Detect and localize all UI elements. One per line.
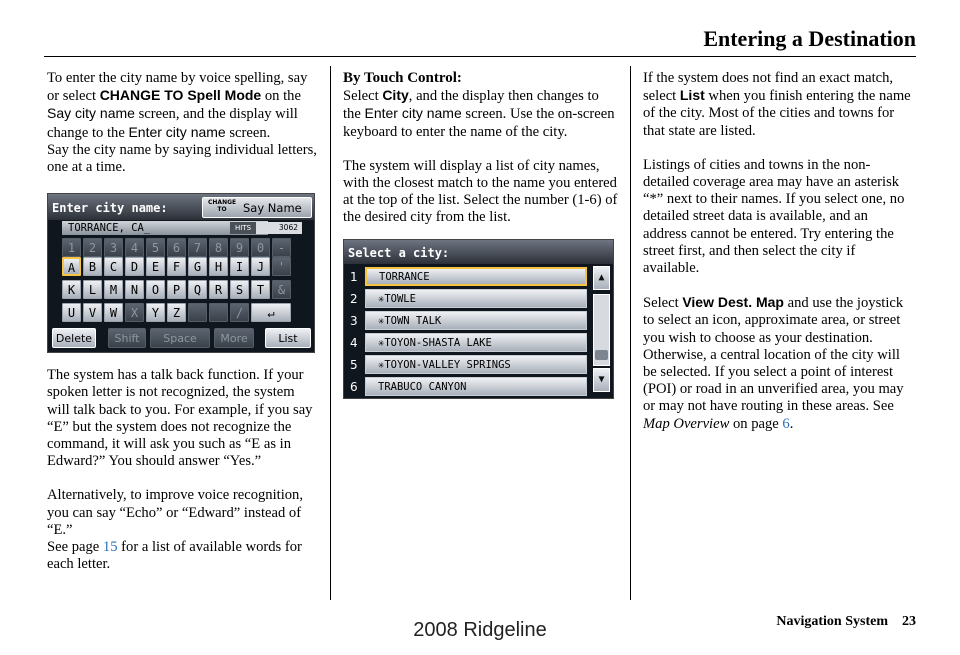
key[interactable]: 2 <box>83 238 102 257</box>
city-number[interactable]: 1 <box>350 269 358 284</box>
section-heading: By Touch Control: <box>343 70 462 86</box>
column-left <box>47 70 319 590</box>
city-option[interactable]: ✳TOWN TALK <box>365 311 587 330</box>
key[interactable]: X <box>125 303 144 322</box>
say-name-button[interactable] <box>202 197 312 218</box>
list-button[interactable]: List <box>265 328 311 348</box>
scroll-down-button[interactable]: ▼ <box>593 368 610 392</box>
paragraph-touch-control <box>343 87 618 141</box>
city-number[interactable]: 6 <box>350 379 358 394</box>
column-middle <box>343 70 618 399</box>
text: on page <box>729 415 783 432</box>
city-option[interactable]: ✳TOYON-SHASTA LAKE <box>365 333 587 352</box>
key[interactable]: G <box>188 257 207 276</box>
key[interactable] <box>209 303 228 322</box>
watermark: 2008 Ridgeline <box>413 619 547 641</box>
key[interactable]: R <box>209 280 228 299</box>
city-number[interactable]: 5 <box>350 357 358 372</box>
key[interactable]: 5 <box>146 238 165 257</box>
scroll-up-button[interactable]: ▲ <box>593 266 610 290</box>
key[interactable] <box>188 303 207 322</box>
key[interactable]: S <box>230 280 249 299</box>
city-option[interactable]: ✳TOWLE <box>365 289 587 308</box>
scrollbar-thumb[interactable] <box>595 350 608 360</box>
page-title: Entering a Destination <box>703 26 916 51</box>
delete-button[interactable]: Delete <box>52 328 96 348</box>
text: when you finish entering the name of the city. Most of the cities and towns for that state are listed. <box>643 88 911 139</box>
select-city-screenshot <box>343 239 614 399</box>
more-button[interactable]: More <box>214 328 254 348</box>
command-change-to-spell-mode: CHANGE TO Spell Mode <box>99 87 262 104</box>
text: If the system does not find an exact match, select <box>643 70 894 105</box>
paragraph-no-match <box>643 70 915 140</box>
key[interactable]: 9 <box>230 238 249 257</box>
key[interactable]: L <box>83 280 102 299</box>
scrollbar-track[interactable] <box>593 294 610 366</box>
hits-count: 3062 <box>256 222 302 234</box>
key[interactable]: J <box>251 257 270 276</box>
text: for a list of available words for each letter. <box>47 539 302 573</box>
say-name-label: Say Name <box>243 201 302 216</box>
key[interactable]: E <box>146 257 165 276</box>
city-number[interactable]: 3 <box>350 313 358 328</box>
paragraph-asterisk: Listings of cities and towns in the non-detailed coverage area may have an asterisk “*” next to their names. If you select one, no detailed street data is available, and an address cannot be entered. Try entering the street first, and then select the city if available. <box>643 156 905 277</box>
key[interactable]: D <box>125 257 144 276</box>
key[interactable]: 0 <box>251 238 270 257</box>
key[interactable]: / <box>230 303 249 322</box>
text: Select <box>643 295 683 312</box>
text: screen. Use the on-screen keyboard to enter the name of the city. <box>343 106 615 140</box>
page-link-6[interactable]: 6 <box>782 415 790 432</box>
city-option[interactable]: ✳TOYON-VALLEY SPRINGS <box>365 355 587 374</box>
key[interactable]: V <box>83 303 102 322</box>
city-entry-field[interactable]: TORRANCE, CA_ <box>62 221 268 235</box>
header-rule <box>44 56 916 57</box>
key[interactable]: U <box>62 303 81 322</box>
key[interactable]: ↵ <box>251 303 291 322</box>
hits-label: HITS <box>230 222 256 234</box>
enter-city-name-screenshot <box>47 193 315 353</box>
paragraph-city-list: The system will display a list of city names, with the closest match to the name you entered at the top of the list. Select the number (1-6) of the desired city from the list. <box>343 157 618 226</box>
text: Alternatively, to improve voice recognition, you can say “Echo” or “Edward” instead of “E.” <box>47 487 303 538</box>
text: To enter the city name by voice spelling, say or select <box>47 70 308 105</box>
city-number[interactable]: 2 <box>350 291 358 306</box>
screen-label: Select a city: <box>348 245 450 260</box>
key[interactable]: 1 <box>62 238 81 257</box>
change-to-label: CHANGE TO <box>208 199 237 214</box>
key[interactable]: O <box>146 280 165 299</box>
text: , and the display then changes to the <box>343 88 599 123</box>
key[interactable]: F <box>167 257 186 276</box>
key[interactable]: P <box>167 280 186 299</box>
paragraph-alternatives <box>47 487 319 573</box>
paragraph-voice-spelling <box>47 70 319 176</box>
text: screen, and the display will change to the <box>47 106 298 141</box>
command-list: List <box>679 87 705 104</box>
key[interactable]: B <box>83 257 102 276</box>
key[interactable]: - <box>272 238 291 257</box>
text: Select <box>343 88 383 105</box>
text: See page <box>47 539 103 556</box>
key[interactable]: 6 <box>167 238 186 257</box>
map-overview-reference: Map Overview <box>643 415 730 432</box>
column-divider <box>630 66 631 600</box>
key[interactable]: 7 <box>188 238 207 257</box>
key[interactable]: T <box>251 280 270 299</box>
key[interactable]: M <box>104 280 123 299</box>
section-name: Navigation System <box>776 614 888 629</box>
command-view-dest-map: View Dest. Map <box>682 294 784 311</box>
screen-label: Enter city name: <box>52 201 168 216</box>
city-option[interactable]: TRABUCO CANYON <box>365 377 587 396</box>
shift-button[interactable]: Shift <box>108 328 146 348</box>
page-link-15[interactable]: 15 <box>102 539 118 556</box>
paragraph-view-dest-map <box>643 294 915 433</box>
key[interactable]: C <box>104 257 123 276</box>
screen-name-say-city: Say city name <box>47 105 135 122</box>
key[interactable]: & <box>272 280 291 299</box>
city-option[interactable]: TORRANCE <box>365 267 587 286</box>
key[interactable]: Y <box>146 303 165 322</box>
key[interactable]: ' <box>272 257 291 276</box>
text: on the <box>261 88 301 105</box>
text: Say the city name by saying individual letters, one at a time. <box>47 141 317 176</box>
key[interactable]: Z <box>167 303 186 322</box>
column-right <box>643 70 915 450</box>
key[interactable]: I <box>230 257 249 276</box>
column-divider <box>330 66 331 600</box>
page-number: 23 <box>902 614 916 629</box>
key[interactable]: 3 <box>104 238 123 257</box>
key[interactable]: W <box>104 303 123 322</box>
space-button[interactable]: Space <box>150 328 210 348</box>
paragraph-talk-back: The system has a talk back function. If your spoken letter is not recognized, the system will talk back to you. For example, if you say “E” but the system does not recognize the command, it will ask you such as “E as in Edward?” You should answer “Yes.” <box>47 367 313 470</box>
key[interactable]: H <box>209 257 228 276</box>
text: and use the joystick to select an icon, approximate area, or street you wish to choose as your destination. Otherwise, a central location of the city will be selected. If you select a point of interest (POI) or road in an unverified area, you may or may not have routing in these areas. See <box>643 295 904 415</box>
key[interactable]: Q <box>188 280 207 299</box>
key[interactable]: A <box>62 257 81 276</box>
command-city: City <box>382 87 409 104</box>
text: screen. <box>225 124 271 141</box>
key[interactable]: 4 <box>125 238 144 257</box>
key[interactable]: N <box>125 280 144 299</box>
screen-name-enter-city: Enter city name <box>364 105 462 122</box>
key[interactable]: K <box>62 280 81 299</box>
key[interactable]: 8 <box>209 238 228 257</box>
text: . <box>789 415 794 432</box>
city-number[interactable]: 4 <box>350 335 358 350</box>
screen-name-enter-city: Enter city name <box>128 123 226 140</box>
